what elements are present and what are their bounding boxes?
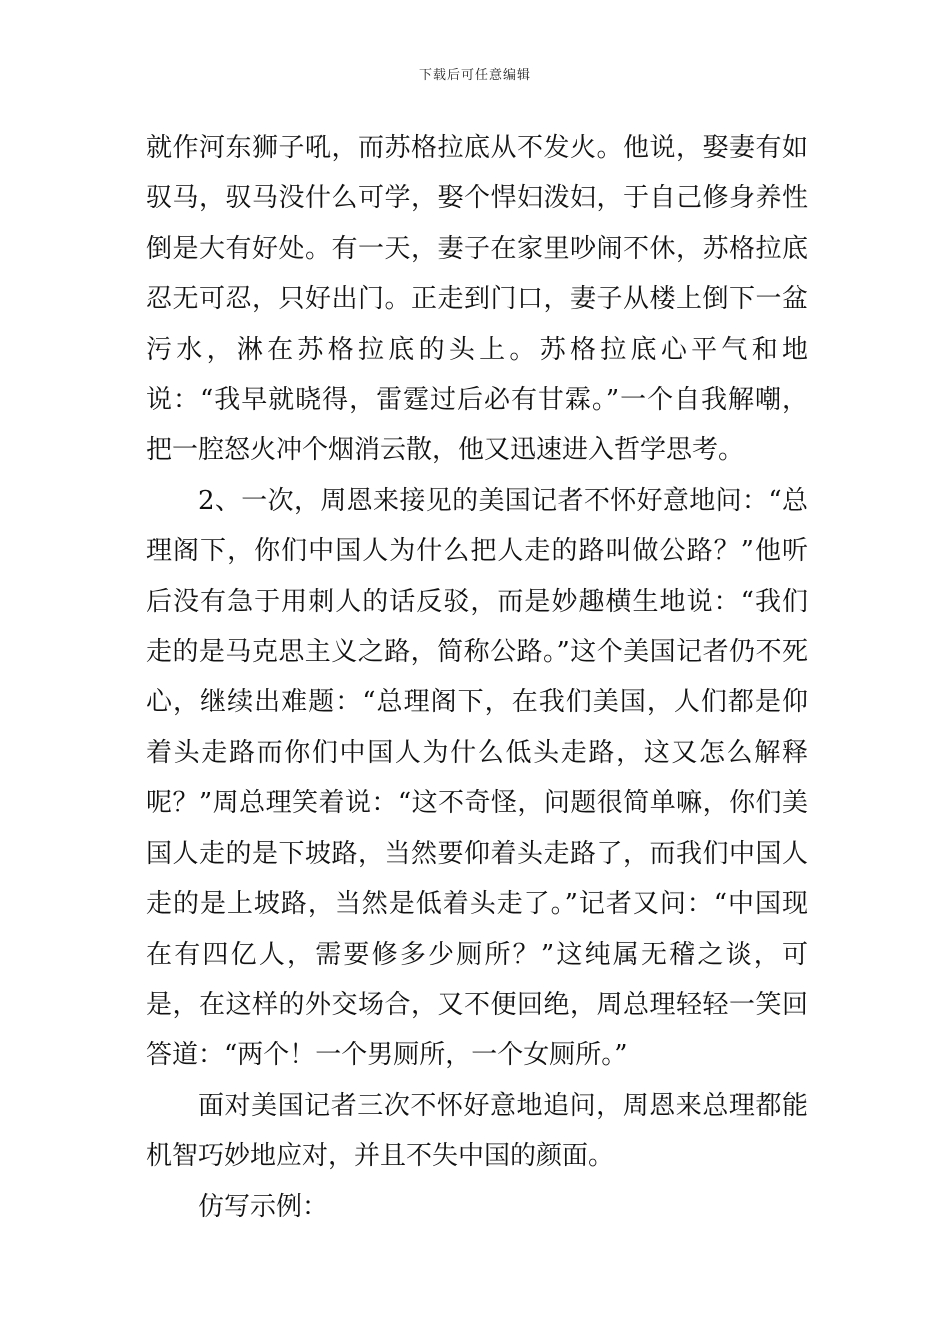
- page-header: 下载后可任意编辑: [418, 68, 531, 83]
- paragraph-1: 就作河东狮子吼，而苏格拉底从不发火。他说，娶妻有如驭马，驭马没什么可学，娶个悍妇泼妇，于自己修身养性倒是大有好处。有一天，妻子在家里吵闹不休，苏格拉底忍无可忍，只好出门。正走到门口，妻子从楼上倒下一盆污水，淋在苏格拉底的头上。苏格拉底心平气和地说：“我早就晓得，雷霆过后必有甘霖。”一个自我解嘲，把一腔怒火冲个烟消云散，他又迅速进入哲学思考。: [146, 133, 808, 466]
- document-body: [146, 123, 808, 1232]
- paragraph-3: 面对美国记者三次不怀好意地追问，周恩来总理都能机智巧妙地应对，并且不失中国的颜面。: [146, 1090, 808, 1172]
- paragraph-4: 仿写示例：: [198, 1191, 329, 1222]
- paragraph-2: 2、一次，周恩来接见的美国记者不怀好意地问：“总理阁下，你们中国人为什么把人走的路叫做公路？”他听后没有急于用刺人的话反驳，而是妙趣横生地说：“我们走的是马克思主义之路，简称公路。”这个美国记者仍不死心，继续出难题：“总理阁下，在我们美国，人们都是仰着头走路而你们中国人为什么低头走路，这又怎么解释呢？”周总理笑着说：“这不奇怪，问题很简单嘛，你们美国人走的是下坡路，当然要仰着头走路了，而我们中国人走的是上坡路，当然是低着头走了。”记者又问：“中国现在有四亿人，需要修多少厕所？”这纯属无稽之谈，可是，在这样的外交场合，又不便回绝，周总理轻轻一笑回答道：“两个！一个男厕所，一个女厕所。”: [146, 485, 808, 1071]
